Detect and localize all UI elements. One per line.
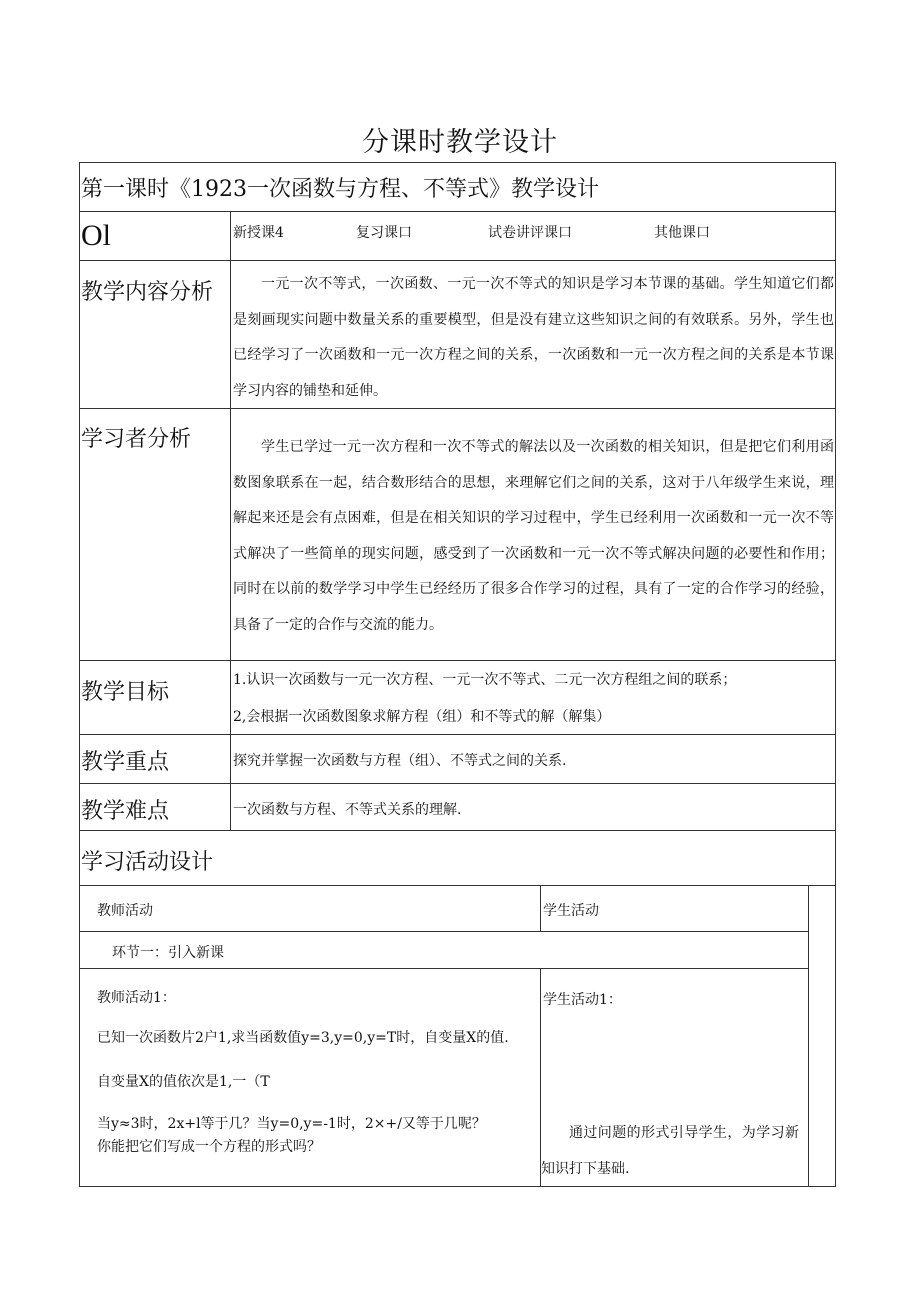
content-analysis-text: 一元一次不等式，一次函数、一元一次不等式的知识是学习本节课的基础。学生知道它们都是刻画现实问题中数量关系的重要模型，但是没有建立这些知识之间的有效联系。另外，学生也已经学习了一次函数和一元一次方程之间的关系，一次函数和一元一次方程之间的关系是本节课学习内容的铺垫和延伸。 [233, 276, 834, 399]
activity-right-border [808, 885, 809, 1187]
activity-column-divider [540, 885, 541, 931]
key-point-text: 探究并掌握一次函数与方程（组）、不等式之间的关系. [233, 753, 567, 769]
row-divider [79, 660, 836, 661]
learner-analysis-text: 学生已学过一元一次方程和一次不等式的解法以及一次函数的相关知识，但是把它们利用函数图象联系在一起，结合数形结合的思想，来理解它们之间的关系，这对于八年级学生来说，理解起来还是会有点困难，但是在相关知识的学习过程中，学生已经利用一次函数和一元一次不等式解决了一些简单的现实问题，感受到了一次函数和一元一次不等式解决问题的必要性和作用；同时在以前的数学学习中学生已经经历了很多合作学习的过程，具有了一定的合作学习的经验，具备了一定的合作与交流的能力。 [233, 439, 834, 633]
teacher-activity-line: 自变量X的值依次是1,一（T [97, 1074, 270, 1090]
row-divider [79, 885, 836, 886]
difficulty-text: 一次函数与方程、不等式关系的理解. [233, 802, 462, 818]
teacher-activity-line: 已知一次函数片2户1,求当函数值y=3,y=0,y=T时，自变量X的值. [97, 1030, 509, 1046]
objective-item: 2,会根据一次函数图象求解方程（组）和不等式的解（解集） [233, 709, 611, 725]
content-analysis-label: 教学内容分析 [81, 280, 214, 305]
teacher-activity-header: 教师活动 [97, 903, 153, 919]
row-divider [79, 211, 836, 212]
lesson-title: 第一课时《1923一次函数与方程、不等式》教学设计 [81, 177, 599, 202]
label-column-divider [230, 211, 231, 830]
teacher-activity-line: 当y≈3时，2x+l等于几？当y=0,y=-1时，2×+/又等于几呢？ [97, 1116, 486, 1132]
document-title: 分课时教学设计 [362, 127, 558, 158]
difficulty-label: 教学难点 [81, 799, 170, 824]
lesson-type-review[interactable]: 复习课口 [356, 225, 412, 241]
lesson-type-marker: Ol [81, 219, 111, 252]
teacher-activity-title: 教师活动1： [97, 990, 176, 1006]
learner-analysis-label: 学习者分析 [81, 427, 192, 452]
student-activity-header: 学生活动 [543, 903, 599, 919]
inner-row-divider [79, 968, 809, 969]
objective-item: 1.认识一次函数与一元一次方程、一元一次不等式、二元一次方程组之间的联系； [233, 672, 737, 688]
row-divider [79, 783, 836, 784]
section-heading: 环节一：引入新课 [112, 945, 224, 961]
lesson-type-new[interactable]: 新授课4 [233, 225, 284, 241]
row-divider [79, 734, 836, 735]
teacher-activity-line: 你能把它们写成一个方程的形式吗？ [97, 1139, 321, 1155]
student-activity-text: 通过问题的形式引导学生，为学习新知识打下基础. [541, 1125, 799, 1177]
activity-design-label: 学习活动设计 [81, 850, 214, 875]
lesson-type-other[interactable]: 其他课口 [654, 225, 710, 241]
row-divider [79, 260, 836, 261]
key-point-label: 教学重点 [81, 750, 170, 775]
lesson-type-exam-review[interactable]: 试卷讲评课口 [488, 225, 572, 241]
row-divider [79, 830, 836, 831]
objectives-label: 教学目标 [81, 680, 170, 705]
student-activity-title: 学生活动1： [543, 992, 622, 1008]
inner-row-divider [79, 931, 809, 932]
